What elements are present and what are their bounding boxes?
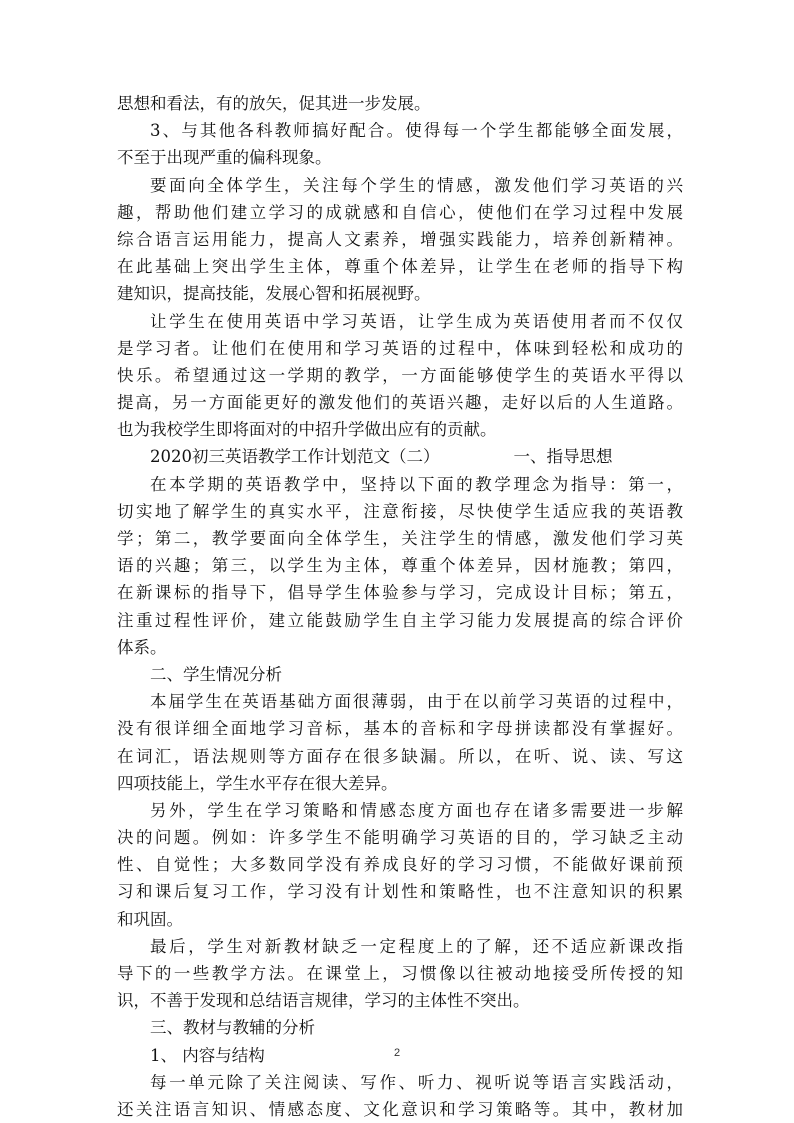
document-body <box>117 90 683 1123</box>
text-line: 三、教材与教辅的分析 <box>150 1018 315 1038</box>
section-title: 2020初三英语教学工作计划范文（二） <box>150 447 440 467</box>
text-line: 习和课后复习工作，学习没有计划性和策略性，也不注意知识的积累 <box>117 882 683 902</box>
text-line: 决的问题。例如：许多学生不能明确学习英语的目的，学习缺乏主动 <box>117 828 683 848</box>
text-line: 不至于出现严重的偏科现象。 <box>117 148 332 168</box>
text-line: 让学生在使用英语中学习英语，让学生成为英语使用者而不仅仅 <box>150 311 683 331</box>
text-line: 体系。 <box>117 637 167 657</box>
text-line: 性、自觉性；大多数同学没有养成良好的学习习惯，不能做好课前预 <box>117 855 683 875</box>
text-line: 在词汇，语法规则等方面存在很多缺漏。所以，在听、说、读、写这 <box>117 746 683 766</box>
text-line: 没有很详细全面地学习音标，基本的音标和字母拼读都没有掌握好。 <box>117 719 683 739</box>
text-line: 语的兴趣；第三，以学生为主体，尊重个体差异，因材施教；第四， <box>117 556 683 576</box>
text-line: 趣，帮助他们建立学习的成就感和自信心，使他们在学习过程中发展 <box>117 202 683 222</box>
text-line <box>117 443 683 470</box>
text-line: 3、与其他各科教师搞好配合。使得每一个学生都能够全面发展， <box>150 121 683 141</box>
text-line: 识，不善于发现和总结语言规律，学习的主体性不突出。 <box>117 991 530 1011</box>
text-line: 在新课标的指导下，倡导学生体验参与学习，完成设计目标；第五， <box>117 583 683 603</box>
text-line: 综合语言运用能力，提高人文素养，增强实践能力，培养创新精神。 <box>117 229 683 249</box>
section-heading: 一、指导思想 <box>513 447 613 467</box>
text-line: 本届学生在英语基础方面很薄弱，由于在以前学习英语的过程中， <box>150 692 683 712</box>
text-line: 每一单元除了关注阅读、写作、听力、视听说等语言实践活动， <box>150 1072 683 1092</box>
text-line: 在本学期的英语教学中，坚持以下面的教学理念为指导：第一， <box>150 474 683 494</box>
text-line: 在此基础上突出学生主体，尊重个体差异，让学生在老师的指导下构 <box>117 257 683 277</box>
text-line: 最后，学生对新教材缺乏一定程度上的了解，还不适应新课改指 <box>150 936 683 956</box>
text-line: 建知识，提高技能，发展心智和拓展视野。 <box>117 284 431 304</box>
text-line: 也为我校学生即将面对的中招升学做出应有的贡献。 <box>117 420 497 440</box>
text-line: 另外，学生在学习策略和情感态度方面也存在诸多需要进一步解 <box>150 800 683 820</box>
text-line: 学；第二，教学要面向全体学生，关注学生的情感，激发他们学习英 <box>117 529 683 548</box>
text-line: 和巩固。 <box>117 909 183 929</box>
text-line: 还关注语言知识、情感态度、文化意识和学习策略等。其中，教材加 <box>117 1099 683 1119</box>
text-line: 四项技能上，学生水平存在很大差异。 <box>117 773 398 793</box>
text-line: 提高，另一方面能更好的激发他们的英语兴趣，走好以后的人生道路。 <box>117 393 683 413</box>
text-line: 注重过程性评价，建立能鼓励学生自主学习能力发展提高的综合评价 <box>117 610 683 630</box>
text-line: 切实地了解学生的真实水平，注意衔接，尽快使学生适应我的英语教 <box>117 501 683 521</box>
text-line: 导下的一些教学方法。在课堂上，习惯像以往被动地接受所传授的知 <box>117 964 683 983</box>
text-line: 思想和看法，有的放矢，促其进一步发展。 <box>117 94 431 113</box>
page-number: 2 <box>393 1047 401 1059</box>
text-line: 二、学生情况分析 <box>150 664 282 684</box>
text-line: 是学习者。让他们在使用和学习英语的过程中，体味到轻松和成功的 <box>117 338 683 358</box>
text-line: 1、 内容与结构 <box>150 1045 265 1065</box>
text-line: 要面向全体学生，关注每个学生的情感，激发他们学习英语的兴 <box>150 175 683 195</box>
text-line: 快乐。希望通过这一学期的教学，一方面能够使学生的英语水平得以 <box>117 365 683 385</box>
